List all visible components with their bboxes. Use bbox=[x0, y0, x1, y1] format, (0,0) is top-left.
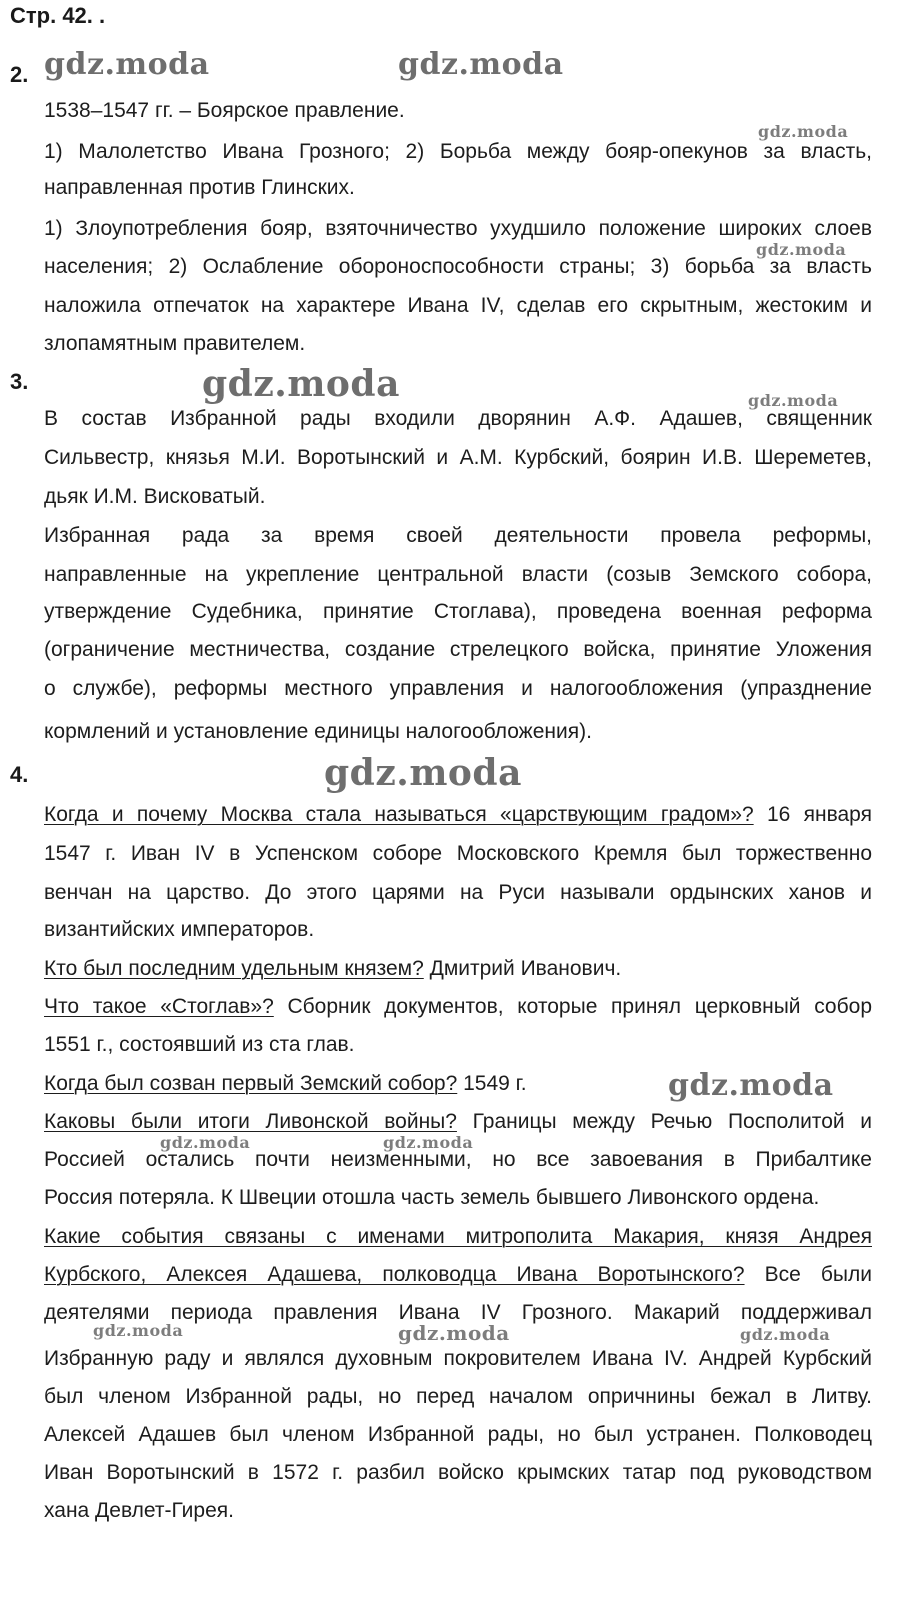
question-6-part-1: Какие события связаны с именами митрополита Макария, князя Андрея bbox=[44, 1225, 872, 1248]
s2-line-5: населения; 2) Ослабление обороноспособности страны; 3) борьба за власть bbox=[44, 255, 872, 278]
watermark: gdz.moda bbox=[756, 240, 847, 259]
s4-a1-line-4: византийских императоров. bbox=[44, 918, 315, 941]
s4-qa3-line-1 bbox=[44, 993, 872, 1021]
s4-a6-line-4: был членом Избранной рады, но перед началом опричнины бежал в Литву. bbox=[44, 1385, 872, 1408]
answer-4: 1549 г. bbox=[457, 1072, 527, 1095]
s2-line-3: направленная против Глинских. bbox=[44, 176, 355, 199]
s2-line-6: наложила отпечаток на характере Ивана IV, сделав его скрытным, жестоким и bbox=[44, 294, 872, 317]
s4-qa2 bbox=[44, 955, 872, 983]
s4-a5-line-3: Россия потеряла. К Швеции отошла часть земель бывшего Ливонского ордена. bbox=[44, 1186, 820, 1209]
s4-a6-line-7: хана Девлет-Гирея. bbox=[44, 1499, 234, 1522]
s3-line-2: Сильвестр, князья М.И. Воротынский и А.М. Курбский, боярин И.В. Шереметев, bbox=[44, 446, 872, 469]
s4-a5-line-2: Россией остались почти неизменными, но все завоевания в Прибалтике bbox=[44, 1148, 872, 1171]
s3-line-3: дьяк И.М. Висковатый. bbox=[44, 485, 266, 508]
s3-line-7: (ограничение местничества, создание стрелецкого войска, принятие Уложения bbox=[44, 638, 872, 661]
page-header: Стр. 42. . bbox=[10, 3, 106, 28]
s3-line-1: В состав Избранной рады входили дворянин А.Ф. Адашев, священник bbox=[44, 407, 872, 430]
s4-a6-line-2: деятелями периода правления Ивана IV Грозного. Макарий поддерживал bbox=[44, 1301, 872, 1324]
watermark: gdz.moda bbox=[324, 752, 522, 794]
question-5: Каковы были итоги Ливонской войны? bbox=[44, 1110, 457, 1133]
watermark: gdz.moda bbox=[748, 391, 839, 410]
s4-qa1-line-1 bbox=[44, 801, 872, 829]
question-2: Кто был последним удельным князем? bbox=[44, 957, 424, 980]
watermark: gdz.moda bbox=[398, 47, 564, 82]
s2-line-2: 1) Малолетство Ивана Грозного; 2) Борьба между бояр-опекунов за власть, bbox=[44, 140, 872, 163]
watermark: gdz.moda bbox=[383, 1133, 474, 1152]
s4-a1-line-2: 1547 г. Иван IV в Успенском соборе Московского Кремля был торжественно bbox=[44, 842, 872, 865]
watermark: gdz.moda bbox=[758, 122, 849, 141]
watermark: gdz.moda bbox=[668, 1068, 834, 1103]
answer-1-start: 16 января bbox=[753, 803, 872, 826]
s4-qa5-line-1 bbox=[44, 1108, 872, 1136]
s4-a6-line-5: Алексей Адашев был членом Избранной рады, но был устранен. Полководец bbox=[44, 1423, 872, 1446]
question-3: Что такое «Стоглав»? bbox=[44, 995, 274, 1018]
s3-line-4: Избранная рада за время своей деятельности провела реформы, bbox=[44, 524, 872, 547]
watermark: gdz.moda bbox=[398, 1321, 510, 1345]
s3-line-6: утверждение Судебника, принятие Стоглава), проведена военная реформа bbox=[44, 600, 872, 623]
section-number-4: 4. bbox=[10, 762, 29, 787]
answer-5-start: Границы между Речью Посполитой и bbox=[456, 1110, 872, 1133]
s2-line-1: 1538–1547 гг. – Боярское правление. bbox=[44, 99, 405, 122]
answer-2: Дмитрий Иванович. bbox=[423, 957, 622, 980]
answer-6-start: Все были bbox=[744, 1263, 872, 1286]
answer-3-start: Сборник документов, которые принял церковный собор bbox=[273, 995, 872, 1018]
s4-a6-line-3: Избранную раду и являлся духовным покровителем Ивана IV. Андрей Курбский bbox=[44, 1347, 872, 1370]
section-number-3: 3. bbox=[10, 369, 29, 394]
s3-line-5: направленные на укрепление центральной власти (созыв Земского собора, bbox=[44, 563, 872, 586]
s4-q6-line-1 bbox=[44, 1223, 872, 1251]
watermark: gdz.moda bbox=[740, 1325, 831, 1344]
s3-line-8: о службе), реформы местного управления и налогообложения (упразднение bbox=[44, 677, 872, 700]
s2-line-4: 1) Злоупотребления бояр, взяточничество ухудшило положение широких слоев bbox=[44, 217, 872, 240]
s4-a1-line-3: венчан на царство. До этого царями на Руси называли ордынских ханов и bbox=[44, 881, 872, 904]
question-6-part-2: Курбского, Алексея Адашева, полководца Ивана Воротынского? bbox=[44, 1263, 745, 1286]
question-1: Когда и почему Москва стала называться «царствующим градом»? bbox=[44, 803, 754, 826]
watermark: gdz.moda bbox=[93, 1321, 184, 1340]
s3-line-9: кормлений и установление единицы налогообложения). bbox=[44, 720, 592, 743]
watermark: gdz.moda bbox=[44, 47, 210, 82]
s4-qa6-line-2 bbox=[44, 1261, 872, 1289]
section-number-2: 2. bbox=[10, 62, 29, 87]
watermark: gdz.moda bbox=[202, 363, 400, 405]
s4-a3-line-2: 1551 г., состоявший из ста глав. bbox=[44, 1033, 355, 1056]
s2-line-7: злопамятным правителем. bbox=[44, 332, 306, 355]
watermark: gdz.moda bbox=[160, 1133, 251, 1152]
s4-a6-line-6: Иван Воротынский в 1572 г. разбил войско крымских татар под руководством bbox=[44, 1461, 872, 1484]
question-4: Когда был созван первый Земский собор? bbox=[44, 1072, 458, 1095]
